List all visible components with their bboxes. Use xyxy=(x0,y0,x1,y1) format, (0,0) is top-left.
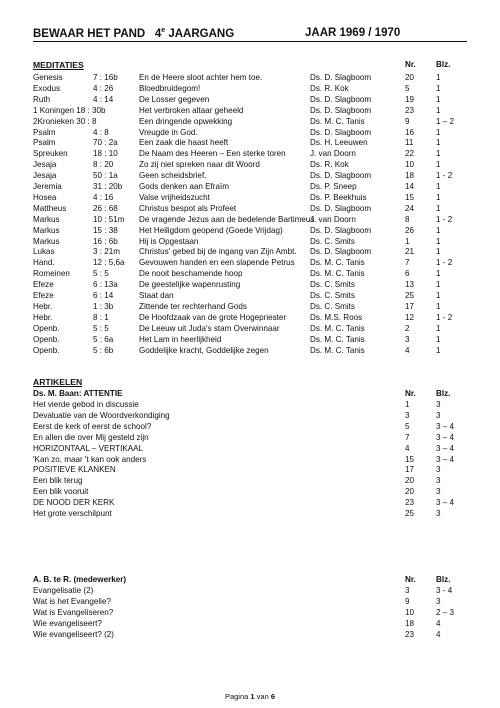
issue-number: 23 xyxy=(405,629,415,639)
page-reference: 1 xyxy=(436,301,441,311)
header-title-number: 4 xyxy=(154,27,162,40)
section-heading-meditaties: MEDITATIES xyxy=(33,60,84,70)
meditatie-title: Hij is Opgestaan xyxy=(139,236,199,246)
artikel-title: 'Kan zo, maar 't kan ook anders xyxy=(33,454,147,464)
meditatie-author: Ds. M. C. Tanis xyxy=(310,269,365,279)
page-reference: 1 xyxy=(436,323,441,333)
issue-number: 20 xyxy=(405,487,415,497)
meditatie-row xyxy=(33,192,473,203)
meditatie-row xyxy=(33,181,473,192)
issue-number: 17 xyxy=(405,301,415,311)
issue-number: 9 xyxy=(405,116,410,126)
meditatie-title: De Leeuw uit Juda's stam Overwinnaar xyxy=(139,323,280,333)
meditatie-author: Ds. M. C. Tanis xyxy=(310,258,365,268)
artikel-row xyxy=(33,475,473,486)
meditatie-row xyxy=(33,116,473,127)
issue-number: 20 xyxy=(405,476,415,486)
meditatie-title: Christus bespot als Profeet xyxy=(139,203,237,213)
meditatie-author: Ds. P. Beekhuis xyxy=(310,192,367,202)
issue-number: 21 xyxy=(405,247,415,257)
page-reference: 3 – 4 xyxy=(436,421,455,431)
page-reference: 1 xyxy=(436,83,441,93)
meditatie-author: Ds. R. Kok xyxy=(310,83,349,93)
meditatie-author: Ds. P. Sneep xyxy=(310,182,357,191)
meditatie-author: Ds. D. Slagboom xyxy=(310,73,372,82)
bible-book: Openb. xyxy=(33,334,60,344)
header-year: JAAR 1969 / 1970 xyxy=(305,27,401,39)
bible-reference: 18 : 10 xyxy=(93,149,118,159)
meditatie-title: De Hoofdzaak van de grote Hogepriester xyxy=(139,312,287,322)
page-reference: 1 xyxy=(436,94,441,104)
page-reference: 1 xyxy=(436,192,441,202)
meditatie-row xyxy=(33,268,473,279)
issue-number: 20 xyxy=(405,73,415,82)
meditatie-row xyxy=(33,83,473,94)
meditatie-title: Een dringende opwekking xyxy=(139,116,233,126)
page-reference: 1 xyxy=(436,203,441,213)
artikel-title: POSITIEVE KLANKEN xyxy=(33,465,116,475)
header-title-rest: JAARGANG xyxy=(168,27,235,40)
meditatie-title: De vragende Jezus aan de bedelende Bartimeus xyxy=(139,214,315,224)
bible-book: Efeze xyxy=(33,291,54,300)
meditatie-row xyxy=(33,290,473,301)
meditatie-row xyxy=(33,203,473,214)
meditatie-author: Ds. H. Leeuwen xyxy=(310,138,368,148)
issue-number: 5 xyxy=(405,421,410,431)
meditatie-row xyxy=(33,312,473,323)
bible-reference: 4 : 14 xyxy=(93,94,114,104)
bible-book: Hebr. xyxy=(33,312,53,322)
issue-number: 23 xyxy=(405,498,415,508)
issue-number: 3 xyxy=(405,410,410,420)
meditatie-author: Ds. D. Slagboom xyxy=(310,127,372,137)
meditatie-author: Ds. M. C. Tanis xyxy=(310,116,365,126)
meditatie-author: J. van Doorn xyxy=(310,214,356,224)
meditatie-row xyxy=(33,72,473,83)
artikel-title: HORIZONTAAL – VERTIKAAL xyxy=(33,443,144,453)
issue-number: 25 xyxy=(405,291,415,300)
meditatie-row xyxy=(33,159,473,170)
meditatie-row xyxy=(33,246,473,257)
bible-reference: 10 : 51m xyxy=(93,214,125,224)
page-reference: 1 - 2 xyxy=(436,171,453,181)
header-title xyxy=(33,27,234,40)
artikel-title: Wie evangeliseert? (2) xyxy=(33,629,114,639)
meditatie-row xyxy=(33,323,473,334)
issue-number: 18 xyxy=(405,171,415,181)
meditaties-column-headers xyxy=(33,59,473,70)
bible-reference: 4 : 26 xyxy=(93,83,114,93)
artikelen-group2-header xyxy=(33,574,473,585)
meditatie-title: Vreugde in God. xyxy=(139,127,198,137)
artikel-title: Devaluatie van de Woordverkondiging xyxy=(33,410,170,420)
bible-book: Openb. xyxy=(33,323,60,333)
bible-book: Mattheus xyxy=(33,203,67,213)
column-header-nr: Nr. xyxy=(405,60,416,69)
issue-number: 13 xyxy=(405,280,415,290)
artikel-row xyxy=(33,508,473,519)
meditatie-row xyxy=(33,137,473,148)
meditatie-author: Ds. C. Smits xyxy=(310,301,355,311)
bible-book: Jeremia xyxy=(33,182,62,191)
issue-number: 15 xyxy=(405,454,415,464)
artikel-row xyxy=(33,421,473,432)
bible-reference: 16 : 6b xyxy=(93,236,118,246)
meditatie-title: Staat dan xyxy=(139,291,174,300)
meditatie-title: Zo zij niet spreken naar dit Woord xyxy=(139,160,260,170)
artikel-title: Het vierde gebod in discussie xyxy=(33,400,139,409)
meditatie-author: Ds. R. Kok xyxy=(310,160,349,170)
meditatie-row xyxy=(33,170,473,181)
page-reference: 1 xyxy=(436,182,441,191)
page-reference: 1 xyxy=(436,225,441,235)
issue-number: 14 xyxy=(405,182,415,191)
artikel-row xyxy=(33,497,473,508)
artikel-title: Eerst de kerk of eerst de school? xyxy=(33,421,152,431)
page-reference: 1 - 2 xyxy=(436,312,453,322)
artikel-row xyxy=(33,618,473,629)
artikel-title: En allen die over Mij gesteld zijn xyxy=(33,432,149,442)
issue-number: 4 xyxy=(405,443,410,453)
meditatie-title: De nooit beschamende hoop xyxy=(139,269,243,279)
artikel-row xyxy=(33,443,473,454)
issue-number: 11 xyxy=(405,138,414,148)
meditatie-title: Bloedbruidegom! xyxy=(139,83,201,93)
issue-number: 18 xyxy=(405,618,415,628)
issue-number: 7 xyxy=(405,258,410,268)
artikel-title: Een blik vooruit xyxy=(33,487,89,497)
meditatie-row xyxy=(33,105,473,116)
artikel-title: Wie evangeliseert? xyxy=(33,618,102,628)
issue-number: 6 xyxy=(405,269,410,279)
bible-reference: 6 : 14 xyxy=(93,291,114,300)
bible-book: Hosea xyxy=(33,192,57,202)
meditatie-title: De geestelijke wapenrusting xyxy=(139,280,241,290)
issue-number: 2 xyxy=(405,323,410,333)
page-reference: 1 xyxy=(436,105,441,115)
meditatie-author: Ds. M. C. Tanis xyxy=(310,323,365,333)
meditatie-title: Gods denken aan Efraïm xyxy=(139,182,229,191)
page-reference: 1 - 2 xyxy=(436,258,453,268)
document-header xyxy=(33,27,467,42)
meditatie-title: De Naam des Heeren – Een sterke toren xyxy=(139,149,286,159)
issue-number: 10 xyxy=(405,607,415,617)
page-reference: 4 xyxy=(436,618,441,628)
page-reference: 1 xyxy=(436,73,441,82)
bible-book: Spreuken xyxy=(33,149,68,159)
page-reference: 3 xyxy=(436,596,441,606)
page-reference: 3 xyxy=(436,410,441,420)
artikel-title: DE NOOD DER KERK xyxy=(33,498,115,508)
issue-number: 22 xyxy=(405,149,415,159)
artikel-title: Wat is het Evangelie? xyxy=(33,596,111,606)
meditatie-row xyxy=(33,214,473,225)
issue-number: 15 xyxy=(405,192,415,202)
issue-number: 26 xyxy=(405,225,415,235)
page-reference: 3 xyxy=(436,487,441,497)
page-reference: 3 – 4 xyxy=(436,498,455,508)
issue-number: 23 xyxy=(405,105,415,115)
page-footer xyxy=(0,692,500,701)
header-title-superscript: e xyxy=(161,27,166,34)
column-header-blz: Blz. xyxy=(436,389,451,398)
bible-book: Psalm xyxy=(33,138,56,148)
page-reference: 3 - 4 xyxy=(436,586,453,595)
bible-book: Psalm xyxy=(33,127,56,137)
bible-reference: 5 : 5 xyxy=(93,323,109,333)
artikel-row xyxy=(33,596,473,607)
meditatie-row xyxy=(33,94,473,105)
page-reference: 1 xyxy=(436,291,441,300)
bible-reference: 8 : 20 xyxy=(93,160,114,170)
page-reference: 3 – 4 xyxy=(436,454,455,464)
artikelen-group1-header xyxy=(33,388,473,399)
bible-reference: 5 : 6b xyxy=(93,345,114,355)
group-heading-abter: A. B. te R. (medewerker) xyxy=(33,575,127,584)
bible-book: Markus xyxy=(33,214,60,224)
bible-book: Romeinen xyxy=(33,269,70,279)
issue-number: 12 xyxy=(405,312,415,322)
meditatie-author: Ds. C. Smits xyxy=(310,280,355,290)
bible-book: Jesaja xyxy=(33,171,57,181)
bible-book: Markus xyxy=(33,225,60,235)
bible-reference: 26 : 68 xyxy=(93,203,118,213)
bible-book: 1 Koningen 18 : 30b xyxy=(33,105,106,115)
meditatie-author: Ds. D. Slagboom xyxy=(310,94,372,104)
bible-reference: 8 : 1 xyxy=(93,312,109,322)
page-reference: 1 xyxy=(436,236,441,246)
footer-page-number: 1 xyxy=(250,692,255,701)
meditatie-title: En de Heere sloot achter hem toe. xyxy=(139,73,263,82)
meditatie-author: J. van Doorn xyxy=(310,149,356,159)
meditatie-title: Christus' gebed bij de ingang van Zijn Ambt. xyxy=(139,247,297,257)
meditatie-title: Goddelijke kracht, Goddelijke zegen xyxy=(139,345,269,355)
bible-book: Lukas xyxy=(33,247,55,257)
footer-page-total: 6 xyxy=(270,692,276,701)
artikel-row xyxy=(33,410,473,421)
bible-book: 2Kronieken 30 : 8 xyxy=(33,116,97,126)
artikel-row xyxy=(33,629,473,640)
meditatie-author: Ds. D. Slagboom xyxy=(310,105,372,115)
meditatie-row xyxy=(33,236,473,247)
bible-book: Markus xyxy=(33,236,60,246)
column-header-nr: Nr. xyxy=(405,389,416,398)
meditatie-title: Het Heiligdom geopend (Goede Vrijdag) xyxy=(139,225,283,235)
meditatie-row xyxy=(33,301,473,312)
page-reference: 1 xyxy=(436,269,441,279)
page-reference: 1 xyxy=(436,127,441,137)
bible-reference: 5 : 5 xyxy=(93,269,109,279)
artikel-row xyxy=(33,454,473,465)
issue-number: 3 xyxy=(405,586,410,595)
meditatie-author: Ds. M. C. Tanis xyxy=(310,334,365,344)
meditatie-row xyxy=(33,257,473,268)
issue-number: 1 xyxy=(405,400,410,409)
page-reference: 1 – 2 xyxy=(436,116,455,126)
column-header-blz: Blz. xyxy=(436,60,451,69)
issue-number: 17 xyxy=(405,465,415,475)
issue-number: 9 xyxy=(405,596,410,606)
bible-book: Openb. xyxy=(33,345,60,355)
page-reference: 1 xyxy=(436,138,441,148)
column-header-blz: Blz. xyxy=(436,575,451,584)
bible-book: Ruth xyxy=(33,94,51,104)
page-reference: 1 xyxy=(436,334,441,344)
bible-reference: 15 : 38 xyxy=(93,225,118,235)
bible-book: Efeze xyxy=(33,280,54,290)
page-reference: 3 – 4 xyxy=(436,443,455,453)
page-reference: 3 xyxy=(436,400,441,409)
meditatie-author: Ds. C. Smits xyxy=(310,291,355,300)
issue-number: 4 xyxy=(405,345,410,355)
meditatie-author: Ds. D. Slagboom xyxy=(310,171,372,181)
artikel-title: Een blik terug xyxy=(33,476,83,486)
issue-number: 19 xyxy=(405,94,415,104)
issue-number: 1 xyxy=(405,236,410,246)
bible-reference: 3 : 21m xyxy=(93,247,120,257)
bible-reference: 4 : 8 xyxy=(93,127,109,137)
meditatie-title: Het verbroken altaar geheeld xyxy=(139,105,244,115)
issue-number: 5 xyxy=(405,83,410,93)
artikel-row xyxy=(33,464,473,475)
meditatie-author: Ds. C. Smits xyxy=(310,236,355,246)
meditatie-author: Ds. D. Slagboom xyxy=(310,203,372,213)
bible-book: Genesis xyxy=(33,73,63,82)
meditatie-title: Het Lam in heerlijkheid xyxy=(139,334,222,344)
artikel-row xyxy=(33,585,473,596)
bible-reference: 12 : 5,6a xyxy=(93,258,125,268)
artikel-row xyxy=(33,607,473,618)
bible-book: Jesaja xyxy=(33,160,57,170)
page-reference: 1 xyxy=(436,160,441,170)
page-reference: 3 xyxy=(436,465,441,475)
artikel-row xyxy=(33,486,473,497)
bible-reference: 1 : 3b xyxy=(93,301,114,311)
column-header-nr: Nr. xyxy=(405,575,416,584)
bible-reference: 7 : 16b xyxy=(93,73,118,82)
artikel-row xyxy=(33,399,473,410)
page-reference: 3 – 4 xyxy=(436,432,455,442)
meditatie-row xyxy=(33,225,473,236)
page-reference: 1 xyxy=(436,280,441,290)
issue-number: 25 xyxy=(405,509,415,518)
meditatie-author: Ds. D. Slagboom xyxy=(310,247,372,257)
issue-number: 7 xyxy=(405,432,410,442)
meditatie-title: Een zaak die haast heeft xyxy=(139,138,229,148)
issue-number: 3 xyxy=(405,334,410,344)
artikel-row xyxy=(33,432,473,443)
bible-reference: 4 : 16 xyxy=(93,192,114,202)
meditatie-row xyxy=(33,127,473,138)
bible-reference: 50 : 1a xyxy=(93,171,118,181)
meditatie-title: Geen scheidsbrief. xyxy=(139,171,207,181)
header-title-main: BEWAAR HET PAND xyxy=(33,27,146,40)
meditatie-title: Gevouwen handen en een slapende Petrus xyxy=(139,258,295,268)
page-reference: 1 xyxy=(436,247,441,257)
issue-number: 24 xyxy=(405,203,415,213)
page-reference: 1 xyxy=(436,345,441,355)
artikel-title: Wat is Evangeliseren? xyxy=(33,607,114,617)
artikel-title: Evangelisatie (2) xyxy=(33,586,94,595)
issue-number: 16 xyxy=(405,127,415,137)
artikel-title: Het grote verschilpunt xyxy=(33,509,112,518)
meditatie-row xyxy=(33,148,473,159)
page-reference: 3 xyxy=(436,476,441,486)
bible-book: Hebr. xyxy=(33,301,53,311)
section-heading-artikelen: ARTIKELEN xyxy=(33,377,83,387)
bible-book: Exodus xyxy=(33,83,60,93)
footer-mid: van xyxy=(256,692,269,701)
bible-book: Hand. xyxy=(33,258,55,268)
meditatie-title: Zittende ter rechterhand Gods xyxy=(139,301,247,311)
meditatie-title: Valse vrijheidszucht xyxy=(139,192,210,202)
footer-prefix: Pagina xyxy=(224,692,249,701)
page-reference: 4 xyxy=(436,629,441,639)
meditatie-author: Ds. D. Slagboom xyxy=(310,225,372,235)
meditatie-row xyxy=(33,334,473,345)
page-reference: 1 - 2 xyxy=(436,214,453,224)
issue-number: 10 xyxy=(405,160,415,170)
page-reference: 2 – 3 xyxy=(436,607,455,617)
meditatie-row xyxy=(33,279,473,290)
bible-reference: 5 : 6a xyxy=(93,334,114,344)
meditatie-author: Ds. M.S. Roos xyxy=(310,312,363,322)
group-heading-baan: Ds. M. Baan: ATTENTIE xyxy=(33,389,123,398)
page-reference: 3 xyxy=(436,509,441,518)
bible-reference: 31 : 20b xyxy=(93,182,123,191)
meditatie-row xyxy=(33,345,473,356)
meditatie-author: Ds. M. C. Tanis xyxy=(310,345,365,355)
issue-number: 8 xyxy=(405,214,410,224)
bible-reference: 6 : 13a xyxy=(93,280,118,290)
meditatie-title: De Losser gegeven xyxy=(139,94,210,104)
page-reference: 1 xyxy=(436,149,441,159)
bible-reference: 70 : 2a xyxy=(93,138,118,148)
